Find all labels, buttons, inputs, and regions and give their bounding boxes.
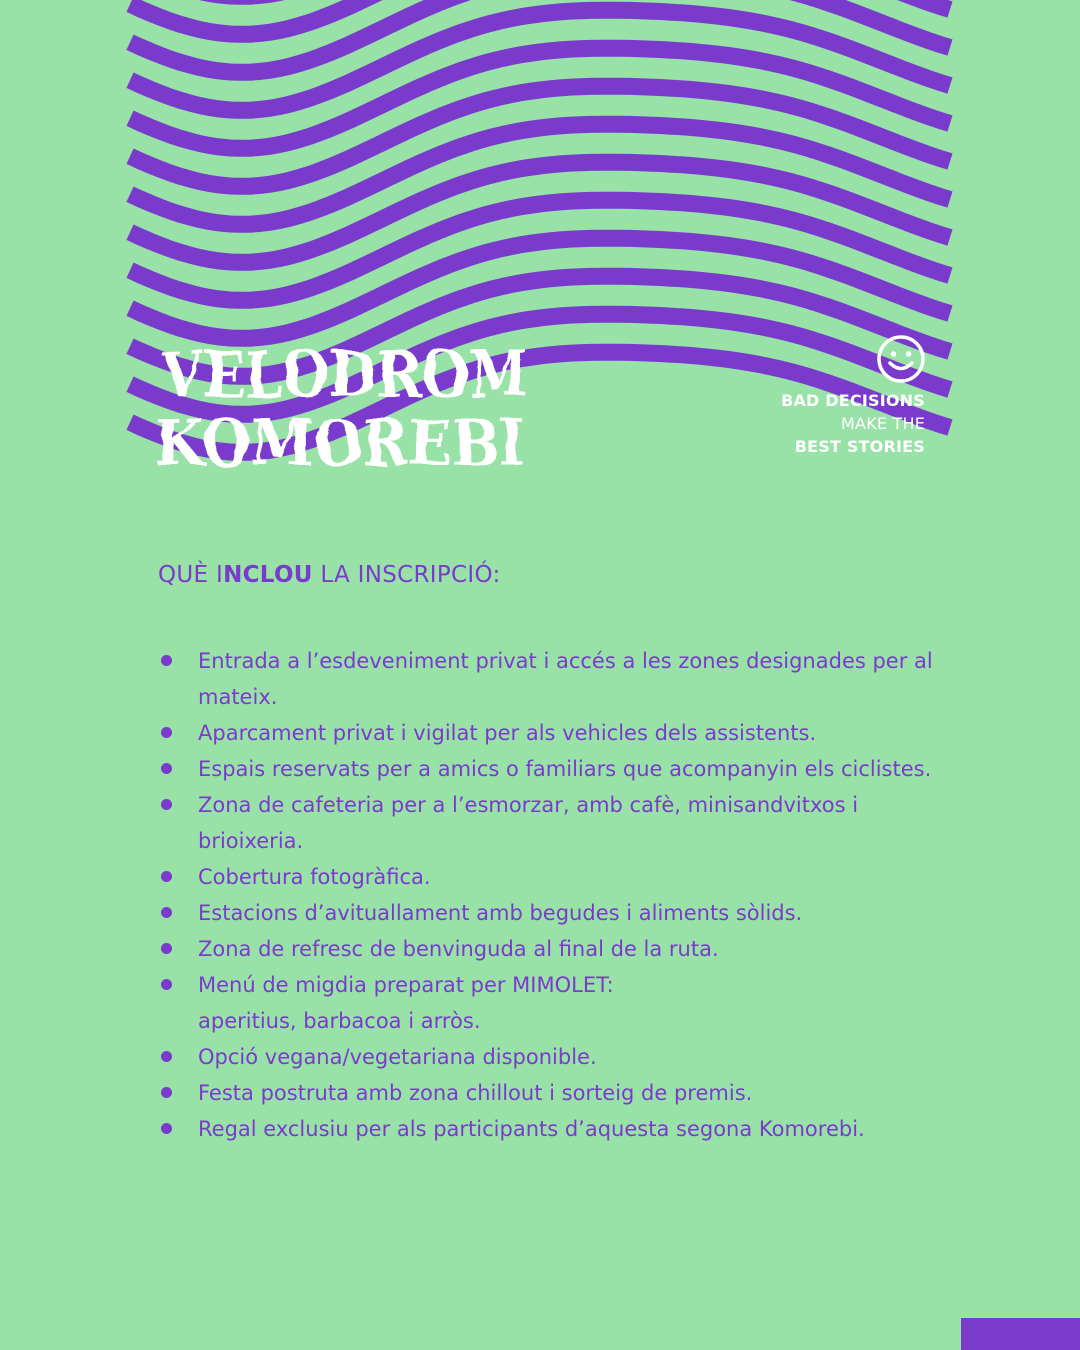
list-item-text: Zona de refresc de benvinguda al final de la ruta. [198, 937, 719, 961]
wave-banner [150, 135, 930, 297]
list-item [158, 1039, 948, 1075]
slogan-block [685, 333, 925, 458]
bullet-icon [161, 943, 172, 954]
list-item-text: Espais reservats per a amics o familiars que acompanyin els ciclistes. [198, 757, 932, 781]
bullet-icon [161, 727, 172, 738]
list-item-text: Estacions d’avituallament amb begudes i aliments sòlids. [198, 901, 803, 925]
list-item-text: Zona de cafeteria per a l’esmorzar, amb cafè, minisandvitxos i brioixeria. [198, 793, 859, 853]
slogan-line-2: MAKE THE [841, 414, 925, 433]
bullet-icon [161, 655, 172, 666]
list-item [158, 643, 948, 715]
velodrom-komorebi-logo [150, 325, 540, 480]
list-item [158, 967, 948, 1039]
smiley-face-icon [875, 333, 927, 385]
logo-line-2: KOMOREBI [155, 406, 525, 481]
list-item-text: Opció vegana/vegetariana disponible. [198, 1045, 597, 1069]
bullet-icon [161, 871, 172, 882]
bullet-icon [161, 799, 172, 810]
list-item-text: Festa postruta amb zona chillout i sorteig de premis. [198, 1081, 753, 1105]
bullet-icon [161, 907, 172, 918]
list-item [158, 1111, 948, 1147]
section-title [158, 562, 501, 588]
logo-line-1: VELODROM [160, 338, 529, 413]
bullet-icon [161, 979, 172, 990]
bullet-icon [161, 1087, 172, 1098]
inclusions-list [158, 643, 948, 1147]
list-item-text: Entrada a l’esdeveniment privat i accés a les zones designades per al mateix. [198, 649, 933, 709]
slogan-line-3: BEST STORIES [794, 437, 925, 456]
corner-accent-block [961, 1318, 1080, 1350]
list-item-text: Regal exclusiu per als participants d’aquesta segona Komorebi. [198, 1117, 865, 1141]
bullet-icon [161, 763, 172, 774]
bullet-icon [161, 1123, 172, 1134]
section-title-post: LA INSCRIPCIÓ: [312, 562, 501, 588]
list-item [158, 715, 948, 751]
list-item [158, 931, 948, 967]
list-item [158, 895, 948, 931]
list-item [158, 751, 948, 787]
wave-pattern-graphic [150, 135, 930, 297]
section-title-strong: NCLOU [223, 562, 313, 588]
list-item [158, 1075, 948, 1111]
section-title-pre: QUÈ I [158, 562, 224, 588]
list-item-text: Menú de migdia preparat per MIMOLET: aperitius, barbacoa i arròs. [198, 973, 614, 1033]
list-item [158, 787, 948, 859]
list-item-text: Cobertura fotogràfica. [198, 865, 431, 889]
list-item [158, 859, 948, 895]
bullet-icon [161, 1051, 172, 1062]
list-item-text: Aparcament privat i vigilat per als vehicles dels assistents. [198, 721, 817, 745]
slogan-line-1: BAD DECISIONS [781, 391, 925, 410]
